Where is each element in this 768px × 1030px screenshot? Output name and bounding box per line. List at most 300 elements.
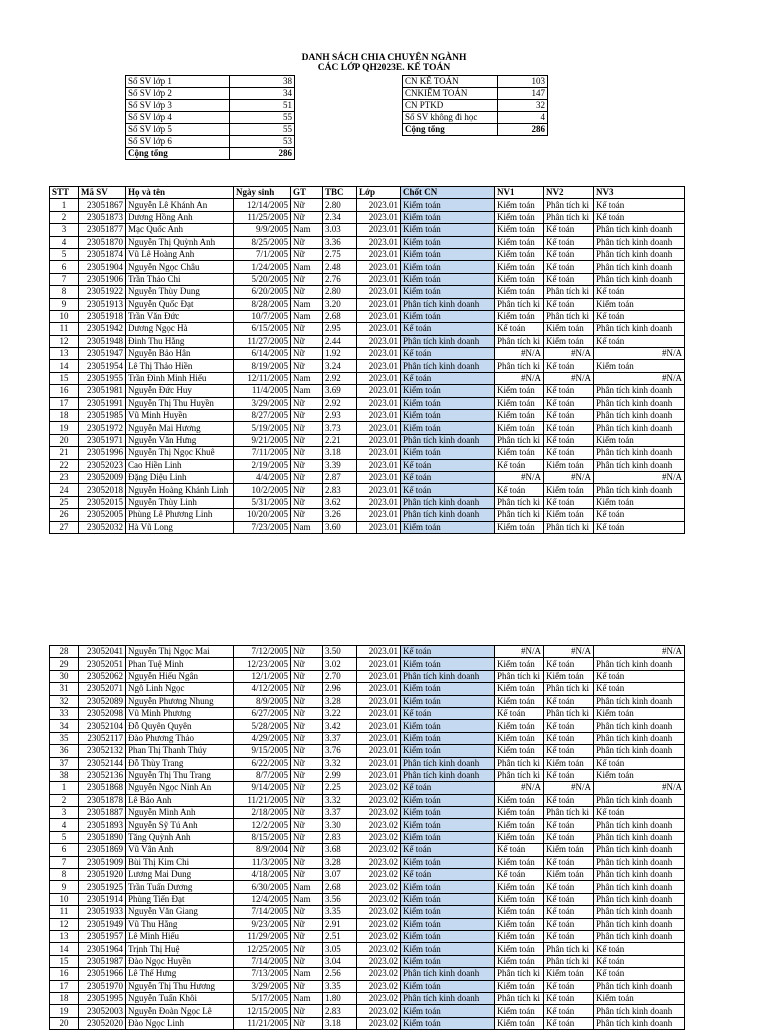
cell-student-id: 23051904 (79, 261, 126, 273)
cell-assigned-major: Kế toán (401, 707, 495, 719)
cell-choice-3: Phân tích kinh doanh (594, 484, 685, 496)
cell-class: 2023.01 (357, 273, 401, 285)
cell-gpa: 3.62 (323, 496, 357, 508)
cell-choice-1: Phân tích ki (495, 968, 544, 980)
cell-birth-date: 12/2/2005 (234, 819, 291, 831)
cell-full-name: Nguyễn Tuấn Khôi (126, 992, 234, 1004)
cell-full-name: Lương Mai Dung (126, 869, 234, 881)
cell-gender: Nữ (291, 869, 323, 881)
column-header-choice-1: NV1 (495, 187, 544, 199)
cell-choice-2: Phân tích ki (544, 683, 594, 695)
cell-birth-date: 11/21/2005 (234, 1017, 291, 1029)
cell-stt: 12 (50, 335, 79, 347)
cell-gpa: 3.50 (323, 646, 357, 658)
cell-student-id: 23052018 (79, 484, 126, 496)
cell-birth-date: 4/18/2005 (234, 869, 291, 881)
cell-stt: 13 (50, 930, 79, 942)
cell-choice-2: Kiểm toán (544, 869, 594, 881)
cell-class: 2023.01 (357, 372, 401, 384)
cell-choice-1: Kiểm toán (495, 248, 544, 260)
cell-gender: Nữ (291, 199, 323, 211)
cell-choice-1: #N/A (495, 646, 544, 658)
cell-student-id: 23051920 (79, 869, 126, 881)
cell-stt: 3 (50, 224, 79, 236)
cell-class: 2023.02 (357, 930, 401, 942)
cell-stt: 7 (50, 856, 79, 868)
summary-value: 103 (498, 76, 548, 88)
cell-choice-1: Kiểm toán (495, 447, 544, 459)
cell-choice-1: #N/A (495, 471, 544, 483)
cell-birth-date: 11/25/2005 (234, 211, 291, 223)
cell-choice-3: Phân tích kinh doanh (594, 844, 685, 856)
cell-birth-date: 4/12/2005 (234, 683, 291, 695)
cell-gender: Nam (291, 310, 323, 322)
cell-choice-3: Phân tích kinh doanh (594, 856, 685, 868)
cell-assigned-major: Kế toán (401, 869, 495, 881)
cell-choice-3: Phân tích kinh doanh (594, 745, 685, 757)
cell-choice-1: Phân tích ki (495, 670, 544, 682)
cell-class: 2023.02 (357, 856, 401, 868)
cell-choice-1: Kiểm toán (495, 831, 544, 843)
cell-stt: 38 (50, 769, 79, 781)
cell-gpa: 3.20 (323, 298, 357, 310)
cell-stt: 21 (50, 447, 79, 459)
cell-choice-3: Kế toán (594, 955, 685, 967)
table-row (50, 683, 685, 695)
cell-birth-date: 9/14/2005 (234, 782, 291, 794)
cell-class: 2023.01 (357, 447, 401, 459)
cell-choice-3: Kế toán (594, 310, 685, 322)
summary-row (403, 76, 548, 88)
cell-birth-date: 8/9/2004 (234, 844, 291, 856)
cell-birth-date: 5/28/2005 (234, 720, 291, 732)
cell-student-id: 23052020 (79, 1017, 126, 1029)
cell-student-id: 23051933 (79, 906, 126, 918)
cell-full-name: Nguyễn Văn Giang (126, 906, 234, 918)
cell-choice-2: Kế toán (544, 819, 594, 831)
cell-choice-3: Phân tích kinh doanh (594, 1017, 685, 1029)
cell-stt: 14 (50, 943, 79, 955)
cell-gpa: 2.76 (323, 273, 357, 285)
cell-class: 2023.02 (357, 943, 401, 955)
column-header-choice-3: NV3 (594, 187, 685, 199)
cell-gender: Nữ (291, 410, 323, 422)
cell-birth-date: 11/27/2005 (234, 335, 291, 347)
cell-full-name: Phan Tuệ Minh (126, 658, 234, 670)
cell-class: 2023.01 (357, 397, 401, 409)
cell-full-name: Nguyễn Hiếu Ngân (126, 670, 234, 682)
cell-class: 2023.01 (357, 434, 401, 446)
cell-choice-2: Phân tích ki (544, 955, 594, 967)
summary-label: Số SV lớp 1 (126, 76, 230, 88)
table-row (50, 261, 685, 273)
cell-student-id: 23051914 (79, 893, 126, 905)
cell-birth-date: 8/25/2005 (234, 236, 291, 248)
cell-gender: Nam (291, 224, 323, 236)
cell-choice-2: Kế toán (544, 447, 594, 459)
cell-choice-1: Kiểm toán (495, 683, 544, 695)
summary-label: CNKIỂM TOÁN (403, 88, 498, 100)
cell-birth-date: 6/14/2005 (234, 348, 291, 360)
summary-label: Số SV lớp 6 (126, 136, 230, 148)
cell-class: 2023.01 (357, 286, 401, 298)
cell-choice-2: Kiểm toán (544, 968, 594, 980)
cell-choice-3: Kiểm toán (594, 360, 685, 372)
cell-gender: Nam (291, 893, 323, 905)
cell-choice-2: #N/A (544, 372, 594, 384)
table-row (50, 658, 685, 670)
table-row (50, 757, 685, 769)
cell-student-id: 23051873 (79, 211, 126, 223)
cell-stt: 25 (50, 496, 79, 508)
cell-choice-2: Kế toán (544, 261, 594, 273)
cell-class: 2023.02 (357, 980, 401, 992)
summary-value: 51 (230, 100, 295, 112)
cell-birth-date: 6/27/2005 (234, 707, 291, 719)
cell-gpa: 3.07 (323, 869, 357, 881)
table-row (50, 869, 685, 881)
cell-birth-date: 7/12/2005 (234, 646, 291, 658)
summary-label: Cộng tổng (126, 148, 230, 160)
cell-assigned-major: Kế toán (401, 471, 495, 483)
cell-assigned-major: Kế toán (401, 844, 495, 856)
cell-choice-1: Kế toán (495, 707, 544, 719)
cell-assigned-major: Kiểm toán (401, 236, 495, 248)
summary-row (126, 76, 295, 88)
cell-gpa: 3.04 (323, 955, 357, 967)
cell-full-name: Lê Thế Hưng (126, 968, 234, 980)
cell-choice-3: Phân tích kinh doanh (594, 323, 685, 335)
cell-choice-2: Kế toán (544, 248, 594, 260)
cell-stt: 1 (50, 199, 79, 211)
cell-choice-1: Kiểm toán (495, 211, 544, 223)
cell-birth-date: 7/14/2005 (234, 955, 291, 967)
cell-full-name: Cao Hiền Linh (126, 459, 234, 471)
cell-choice-3: Phân tích kinh doanh (594, 918, 685, 930)
summary-value: 286 (230, 148, 295, 160)
cell-gpa: 2.21 (323, 434, 357, 446)
cell-choice-3: Phân tích kinh doanh (594, 447, 685, 459)
table-row (50, 906, 685, 918)
cell-choice-2: Phân tích ki (544, 286, 594, 298)
cell-full-name: Nguyễn Bảo Hân (126, 348, 234, 360)
cell-choice-1: Kiểm toán (495, 224, 544, 236)
summary-row (126, 112, 295, 124)
cell-assigned-major: Kiểm toán (401, 856, 495, 868)
cell-assigned-major: Kế toán (401, 484, 495, 496)
cell-full-name: Nguyễn Mai Hương (126, 422, 234, 434)
cell-stt: 24 (50, 484, 79, 496)
cell-student-id: 23051868 (79, 782, 126, 794)
cell-choice-2: Kế toán (544, 856, 594, 868)
cell-class: 2023.01 (357, 410, 401, 422)
cell-choice-1: Kiểm toán (495, 943, 544, 955)
cell-gender: Nữ (291, 732, 323, 744)
cell-class: 2023.02 (357, 869, 401, 881)
cell-gender: Nữ (291, 819, 323, 831)
cell-full-name: Đào Phương Thảo (126, 732, 234, 744)
cell-full-name: Vũ Thu Hằng (126, 918, 234, 930)
cell-class: 2023.01 (357, 670, 401, 682)
cell-stt: 30 (50, 670, 79, 682)
summary-value: 32 (498, 100, 548, 112)
cell-birth-date: 9/21/2005 (234, 434, 291, 446)
cell-choice-3: Phân tích kinh doanh (594, 273, 685, 285)
cell-birth-date: 11/3/2005 (234, 856, 291, 868)
cell-gpa: 3.28 (323, 856, 357, 868)
cell-gender: Nữ (291, 248, 323, 260)
cell-gender: Nữ (291, 658, 323, 670)
cell-assigned-major: Phân tích kinh doanh (401, 757, 495, 769)
cell-birth-date: 8/9/2005 (234, 695, 291, 707)
cell-stt: 6 (50, 844, 79, 856)
cell-student-id: 23052015 (79, 496, 126, 508)
summary-row (126, 100, 295, 112)
cell-class: 2023.01 (357, 707, 401, 719)
cell-student-id: 23051987 (79, 955, 126, 967)
cell-choice-1: Kiểm toán (495, 261, 544, 273)
summary-label: Số SV lớp 4 (126, 112, 230, 124)
cell-gpa: 3.32 (323, 794, 357, 806)
cell-assigned-major: Kiểm toán (401, 521, 495, 533)
cell-choice-3: #N/A (594, 782, 685, 794)
cell-gender: Nam (291, 385, 323, 397)
cell-stt: 31 (50, 683, 79, 695)
cell-gender: Nam (291, 298, 323, 310)
cell-stt: 16 (50, 385, 79, 397)
cell-stt: 8 (50, 286, 79, 298)
cell-choice-1: Phân tích ki (495, 335, 544, 347)
table-row (50, 856, 685, 868)
cell-birth-date: 12/1/2005 (234, 670, 291, 682)
cell-full-name: Vũ Lê Hoàng Anh (126, 248, 234, 260)
cell-choice-3: Kiểm toán (594, 707, 685, 719)
table-row (50, 335, 685, 347)
cell-gender: Nữ (291, 360, 323, 372)
cell-gender: Nữ (291, 447, 323, 459)
cell-choice-1: Kiểm toán (495, 385, 544, 397)
cell-full-name: Nguyễn Thùy Dung (126, 286, 234, 298)
cell-choice-2: Kế toán (544, 906, 594, 918)
cell-gpa: 2.70 (323, 670, 357, 682)
cell-class: 2023.02 (357, 968, 401, 980)
cell-assigned-major: Kiểm toán (401, 422, 495, 434)
cell-choice-1: #N/A (495, 782, 544, 794)
table-row (50, 422, 685, 434)
cell-birth-date: 8/15/2005 (234, 831, 291, 843)
cell-class: 2023.02 (357, 992, 401, 1004)
cell-assigned-major: Kiểm toán (401, 385, 495, 397)
cell-choice-1: Kiểm toán (495, 906, 544, 918)
cell-assigned-major: Phân tích kinh doanh (401, 992, 495, 1004)
cell-choice-1: Kiểm toán (495, 819, 544, 831)
cell-stt: 36 (50, 745, 79, 757)
cell-gender: Nữ (291, 980, 323, 992)
cell-gender: Nữ (291, 646, 323, 658)
cell-assigned-major: Phân tích kinh doanh (401, 509, 495, 521)
cell-gender: Nữ (291, 918, 323, 930)
document-title: DANH SÁCH CHIA CHUYÊN NGÀNH (301, 53, 467, 63)
cell-choice-3: Phân tích kinh doanh (594, 980, 685, 992)
cell-birth-date: 6/15/2005 (234, 323, 291, 335)
cell-choice-1: Phân tích ki (495, 434, 544, 446)
cell-gpa: 3.37 (323, 732, 357, 744)
cell-choice-2: Phân tích ki (544, 807, 594, 819)
cell-choice-2: Kiểm toán (544, 844, 594, 856)
cell-stt: 32 (50, 695, 79, 707)
cell-birth-date: 9/9/2005 (234, 224, 291, 236)
cell-assigned-major: Kiểm toán (401, 794, 495, 806)
cell-class: 2023.01 (357, 484, 401, 496)
cell-assigned-major: Kiểm toán (401, 943, 495, 955)
cell-choice-3: Phân tích kinh doanh (594, 794, 685, 806)
cell-choice-1: Kiểm toán (495, 720, 544, 732)
cell-full-name: Trần Đình Minh Hiếu (126, 372, 234, 384)
cell-birth-date: 12/11/2005 (234, 372, 291, 384)
cell-gender: Nữ (291, 930, 323, 942)
cell-gender: Nữ (291, 683, 323, 695)
document-subtitle: CÁC LỚP QH2023E. KẾ TOÁN (317, 63, 451, 73)
cell-gpa: 2.83 (323, 1005, 357, 1017)
table-row (50, 893, 685, 905)
cell-choice-3: Kế toán (594, 968, 685, 980)
cell-choice-3: Kiểm toán (594, 769, 685, 781)
cell-student-id: 23051870 (79, 236, 126, 248)
table-row (50, 273, 685, 285)
cell-choice-3: Phân tích kinh doanh (594, 224, 685, 236)
cell-choice-3: Kiểm toán (594, 434, 685, 446)
cell-choice-2: Kế toán (544, 410, 594, 422)
cell-student-id: 23051954 (79, 360, 126, 372)
cell-choice-2: Kiểm toán (544, 323, 594, 335)
cell-full-name: Nguyễn Sỹ Tú Anh (126, 819, 234, 831)
cell-gender: Nữ (291, 745, 323, 757)
cell-full-name: Nguyễn Phương Nhung (126, 695, 234, 707)
cell-choice-3: Phân tích kinh doanh (594, 930, 685, 942)
cell-class: 2023.02 (357, 1005, 401, 1017)
cell-choice-3: Kế toán (594, 199, 685, 211)
cell-stt: 15 (50, 955, 79, 967)
cell-choice-2: Kế toán (544, 930, 594, 942)
table-row (50, 980, 685, 992)
cell-gender: Nam (291, 881, 323, 893)
table-row (50, 992, 685, 1004)
cell-birth-date: 12/25/2005 (234, 943, 291, 955)
cell-assigned-major: Phân tích kinh doanh (401, 434, 495, 446)
table-row (50, 955, 685, 967)
cell-birth-date: 9/15/2005 (234, 745, 291, 757)
cell-class: 2023.02 (357, 893, 401, 905)
cell-gpa: 2.34 (323, 211, 357, 223)
cell-student-id: 23051985 (79, 410, 126, 422)
cell-choice-3: Phân tích kinh doanh (594, 422, 685, 434)
table-row (50, 1005, 685, 1017)
cell-full-name: Dương Ngọc Hà (126, 323, 234, 335)
cell-gpa: 2.44 (323, 335, 357, 347)
cell-choice-1: Kiểm toán (495, 955, 544, 967)
table-row (50, 236, 685, 248)
cell-full-name: Trịnh Thị Huệ (126, 943, 234, 955)
table-row (50, 224, 685, 236)
cell-gender: Nữ (291, 496, 323, 508)
cell-stt: 9 (50, 298, 79, 310)
cell-gpa: 2.92 (323, 372, 357, 384)
cell-birth-date: 3/29/2005 (234, 980, 291, 992)
cell-choice-2: Phân tích ki (544, 943, 594, 955)
cell-gender: Nữ (291, 211, 323, 223)
cell-full-name: Lê Bảo Anh (126, 794, 234, 806)
cell-full-name: Nguyễn Văn Hưng (126, 434, 234, 446)
cell-choice-3: Kiểm toán (594, 992, 685, 1004)
cell-choice-2: Kế toán (544, 385, 594, 397)
cell-stt: 4 (50, 819, 79, 831)
summary-row (126, 124, 295, 136)
cell-assigned-major: Kiểm toán (401, 930, 495, 942)
cell-choice-1: Kiểm toán (495, 794, 544, 806)
cell-full-name: Phùng Lê Phương Linh (126, 509, 234, 521)
cell-stt: 33 (50, 707, 79, 719)
cell-full-name: Dương Hồng Anh (126, 211, 234, 223)
table-row (50, 410, 685, 422)
cell-assigned-major: Kiểm toán (401, 695, 495, 707)
table-row (50, 670, 685, 682)
cell-birth-date: 6/22/2005 (234, 757, 291, 769)
cell-stt: 14 (50, 360, 79, 372)
cell-assigned-major: Kiểm toán (401, 248, 495, 260)
cell-stt: 20 (50, 434, 79, 446)
cell-choice-1: Kiểm toán (495, 695, 544, 707)
cell-class: 2023.02 (357, 906, 401, 918)
cell-gpa: 3.42 (323, 720, 357, 732)
cell-student-id: 23051970 (79, 980, 126, 992)
table-row (50, 199, 685, 211)
cell-student-id: 23051996 (79, 447, 126, 459)
cell-choice-1: Kiểm toán (495, 521, 544, 533)
cell-choice-2: Kế toán (544, 881, 594, 893)
cell-choice-1: Kiểm toán (495, 980, 544, 992)
cell-full-name: Đỗ Thùy Trang (126, 757, 234, 769)
cell-class: 2023.01 (357, 646, 401, 658)
table-row (50, 323, 685, 335)
table-row (50, 831, 685, 843)
cell-full-name: Nguyễn Thị Thu Huyền (126, 397, 234, 409)
cell-gpa: 2.83 (323, 831, 357, 843)
cell-gender: Nữ (291, 794, 323, 806)
cell-choice-1: Kiểm toán (495, 893, 544, 905)
cell-stt: 5 (50, 248, 79, 260)
table-row (50, 646, 685, 658)
cell-gender: Nữ (291, 844, 323, 856)
cell-choice-3: #N/A (594, 471, 685, 483)
cell-choice-1: Kiểm toán (495, 199, 544, 211)
cell-choice-1: Phân tích ki (495, 509, 544, 521)
cell-choice-3: Kế toán (594, 683, 685, 695)
cell-assigned-major: Phân tích kinh doanh (401, 360, 495, 372)
cell-gender: Nam (291, 261, 323, 273)
summary-value: 34 (230, 88, 295, 100)
cell-choice-1: Kiểm toán (495, 930, 544, 942)
cell-choice-1: Phân tích ki (495, 298, 544, 310)
cell-gender: Nữ (291, 273, 323, 285)
cell-choice-2: Kế toán (544, 980, 594, 992)
cell-full-name: Mạc Quốc Anh (126, 224, 234, 236)
table-row (50, 397, 685, 409)
summary-row (403, 124, 548, 136)
cell-choice-1: #N/A (495, 372, 544, 384)
cell-gpa: 2.25 (323, 782, 357, 794)
cell-assigned-major: Kiểm toán (401, 831, 495, 843)
cell-assigned-major: Kế toán (401, 348, 495, 360)
